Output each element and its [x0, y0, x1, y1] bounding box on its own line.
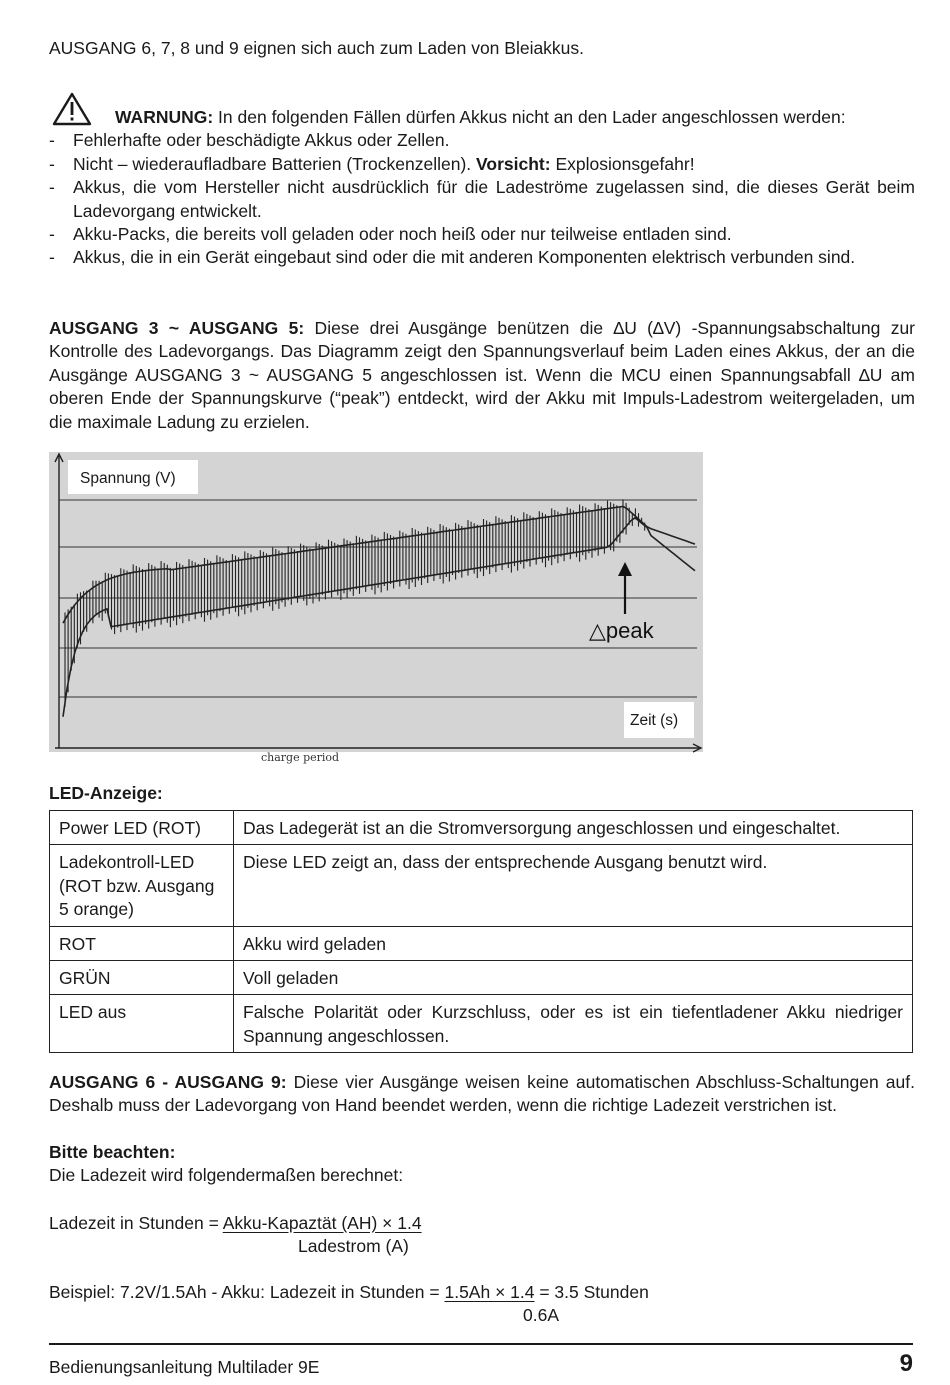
diagram-background	[49, 452, 703, 752]
led-title-text: LED-Anzeige:	[49, 783, 163, 803]
list-item-text: Akkus, die vom Hersteller nicht ausdrücklich für die Ladeströme zugelassen sind, die dieses Gerät beim Ladevorgang entwickelt.	[73, 177, 915, 221]
led-section-title	[49, 782, 163, 805]
warning-text: In den folgenden Fällen dürfen Akkus nicht an den Lader angeschlossen werden:	[213, 107, 846, 127]
led-name-cell: ROT	[50, 926, 234, 960]
led-name-cell: Power LED (ROT)	[50, 811, 234, 845]
note-label: Bitte beachten:	[49, 1142, 176, 1162]
x-caption: charge period	[261, 751, 340, 764]
list-item-text: Fehlerhafte oder beschädigte Akkus oder Zellen.	[73, 130, 450, 151]
peak-label: △peak	[589, 618, 654, 643]
warning-block	[49, 92, 915, 270]
footer-title: Bedienungsanleitung Multilader 9E	[49, 1357, 320, 1377]
ausgang-6-9-label: AUSGANG 6 - AUSGANG 9:	[49, 1072, 287, 1092]
formula-denominator: Ladestrom (A)	[298, 1236, 409, 1257]
table-row	[50, 926, 913, 960]
list-item	[49, 176, 915, 223]
ausgang-3-5-text: Diese drei Ausgänge benützen die ∆U (∆V) -Spannungsabschaltung zur Kontrolle des Ladevorgangs. Das Diagramm zeigt den Spannungsverlauf beim Laden eines Akkus, der an die Ausgänge AUSGANG 3 ~ AUSGANG 5 angeschlossen ist. Wenn die MCU einen Spannungsabfall ∆U am oberen Ende der Spannungskurve (“peak”) entdeckt, wird der Akku mit Impuls-Ladestrom weitergeladen, um die maximale Ladung zu erzielen.	[49, 318, 916, 432]
list-item-text: Explosionsgefahr!	[550, 153, 695, 174]
led-desc-cell: Voll geladen	[234, 961, 913, 995]
ausgang-6-9-text: Diese vier Ausgänge weisen keine automatischen Abschluss-Schaltungen auf. Deshalb muss der Ladevorgang von Hand beendet werden, wenn die richtige Ladezeit verstrichen ist.	[49, 1072, 915, 1116]
intro-text: AUSGANG 6, 7, 8 und 9 eignen sich auch zum Laden von Bleiakkus.	[49, 38, 585, 58]
formula-numerator: Akku-Kapaztät (AH) × 1.4	[222, 1213, 422, 1233]
note-block	[49, 1141, 915, 1188]
table-row	[50, 995, 913, 1053]
list-item-text: Akku-Packs, die bereits voll geladen oder noch heiß oder nur teilweise entladen sind.	[73, 224, 732, 245]
charging-voltage-diagram	[49, 452, 703, 768]
formula-block	[49, 1212, 915, 1259]
led-name-cell: Ladekontroll-LED (ROT bzw. Ausgang 5 orange)	[50, 845, 234, 926]
list-item	[49, 153, 915, 176]
table-row	[50, 811, 913, 845]
warning-label: WARNUNG:	[115, 107, 214, 127]
page-number: 9	[899, 1350, 913, 1377]
ausgang-3-5-label: AUSGANG 3 ~ AUSGANG 5:	[49, 318, 305, 338]
example-numerator: 1.5Ah × 1.4	[444, 1282, 535, 1302]
led-table	[49, 810, 913, 1053]
caution-label: Vorsicht:	[476, 153, 551, 174]
led-name-cell: LED aus	[50, 995, 234, 1053]
led-name-cell: GRÜN	[50, 961, 234, 995]
ausgang-6-9-paragraph	[49, 1071, 915, 1118]
formula-lhs: Ladezeit in Stunden =	[49, 1213, 223, 1233]
led-desc-cell: Diese LED zeigt an, dass der entsprechende Ausgang benutzt wird.	[234, 845, 913, 926]
example-lhs: Beispiel: 7.2V/1.5Ah - Akku: Ladezeit in Stunden =	[49, 1282, 445, 1302]
list-item	[49, 129, 915, 152]
ausgang-3-5-paragraph	[49, 317, 915, 434]
led-desc-cell: Falsche Polarität oder Kurzschluss, oder es ist ein tiefentladener Akku niedriger Spannung angeschlossen.	[234, 995, 913, 1053]
warning-heading	[49, 92, 915, 129]
x-axis-label: Zeit (s)	[630, 712, 679, 729]
footer-rule	[49, 1343, 913, 1345]
table-row	[50, 845, 913, 926]
warning-list	[49, 129, 915, 269]
led-desc-cell: Akku wird geladen	[234, 926, 913, 960]
list-item-text: Nicht – wiederaufladbare Batterien (Trockenzellen).	[73, 153, 477, 174]
example-result: = 3.5 Stunden	[534, 1282, 649, 1302]
warning-triangle-icon	[52, 92, 92, 126]
list-item	[49, 246, 915, 269]
table-row	[50, 961, 913, 995]
list-item	[49, 223, 915, 246]
led-desc-cell: Das Ladegerät ist an die Stromversorgung angeschlossen und eingeschaltet.	[234, 811, 913, 845]
y-axis-label: Spannung (V)	[80, 470, 176, 487]
example-block	[49, 1281, 915, 1328]
note-text: Die Ladezeit wird folgendermaßen berechnet:	[49, 1165, 404, 1186]
example-denominator: 0.6A	[523, 1305, 559, 1326]
list-item-text: Akkus, die in ein Gerät eingebaut sind oder die mit anderen Komponenten elektrisch verbunden sind.	[73, 247, 856, 268]
